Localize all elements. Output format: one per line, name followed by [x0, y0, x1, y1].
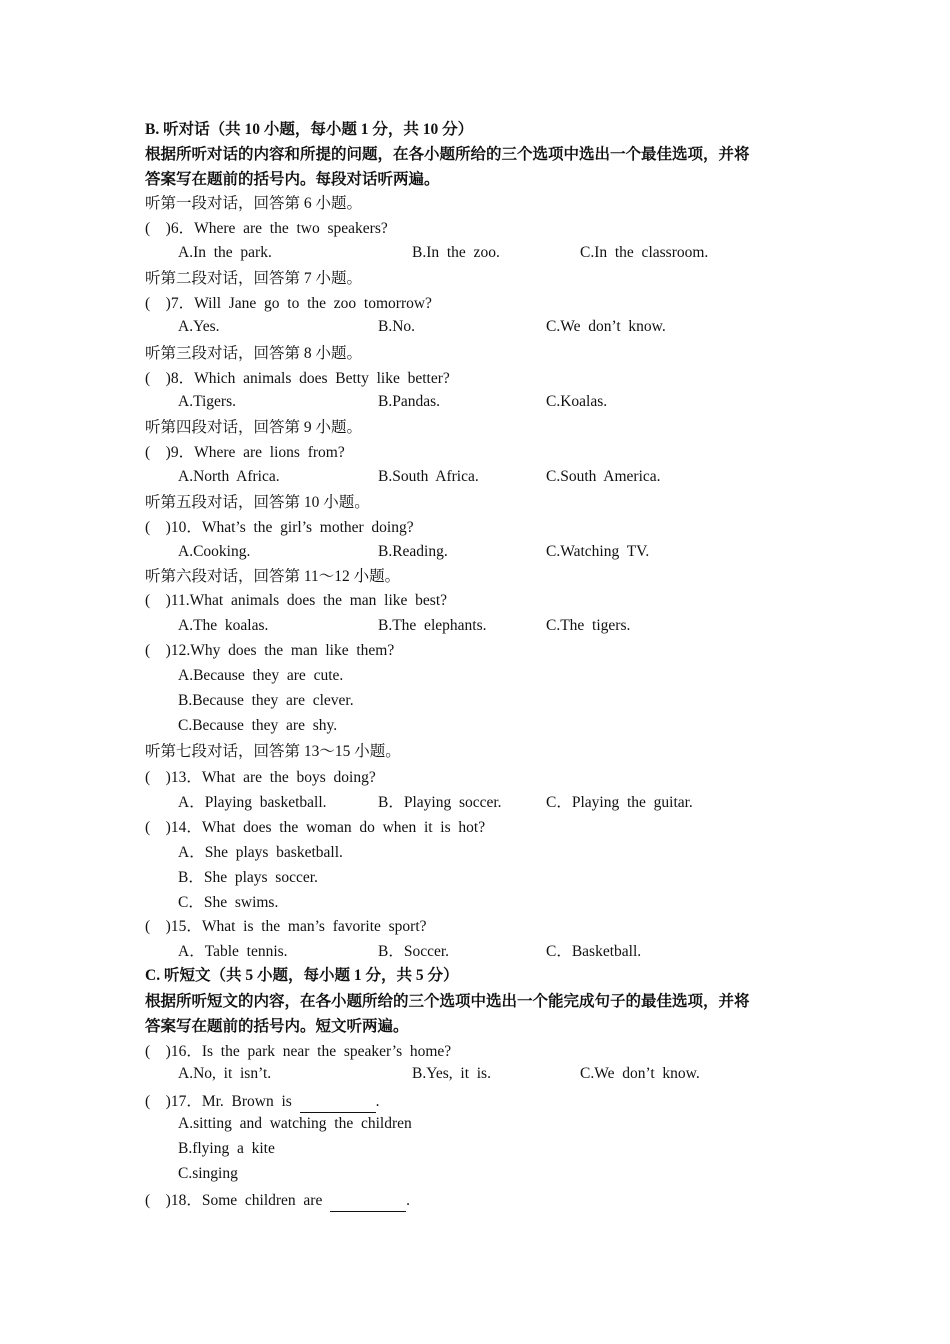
question-17-answer-blank — [300, 1092, 376, 1113]
question-18-line — [145, 1191, 410, 1212]
question-16-option-a: A.No, it isn’t. — [178, 1065, 272, 1082]
dialogue-6-label: 听第六段对话，回答第 11～12 小题。 — [145, 568, 401, 585]
dialogue-3-label: 听第三段对话，回答第 8 小题。 — [145, 345, 363, 362]
question-16-option-b: B.Yes, it is. — [412, 1065, 491, 1082]
question-9-option-c: C.South America. — [546, 468, 661, 485]
section-b-heading: B. 听对话（共 10 小题，每小题 1 分，共 10 分） — [145, 121, 474, 138]
question-13-option-b: B．Playing soccer. — [378, 794, 502, 811]
question-6-option-b: B.In the zoo. — [412, 244, 500, 261]
question-7-option-b: B.No. — [378, 318, 416, 335]
question-17-stem-end: . — [375, 1093, 380, 1110]
question-7-stem: ( )7．Will Jane go to the zoo tomorrow? — [145, 295, 432, 312]
question-17-line — [145, 1092, 379, 1113]
question-7-option-c: C.We don’t know. — [546, 318, 666, 335]
question-14-option-c: C．She swims. — [178, 894, 279, 911]
question-6-option-c: C.In the classroom. — [580, 244, 709, 261]
question-10-option-a: A.Cooking. — [178, 543, 251, 560]
question-8-option-a: A.Tigers. — [178, 393, 236, 410]
question-15-option-c: C．Basketball. — [546, 943, 642, 960]
question-12-option-a: A.Because they are cute. — [178, 667, 344, 684]
question-6-stem: ( )6．Where are the two speakers? — [145, 220, 388, 237]
question-13-option-c: C．Playing the guitar. — [546, 794, 693, 811]
question-13-option-a: A．Playing basketball. — [178, 794, 327, 811]
section-b-instruction-line-2: 答案写在题前的括号内。每段对话听两遍。 — [145, 171, 440, 188]
section-c-instruction-line-1: 根据所听短文的内容，在各小题所给的三个选项中选出一个能完成句子的最佳选项，并将 — [145, 993, 750, 1010]
question-11-option-c: C.The tigers. — [546, 617, 631, 634]
question-18-stem-end: . — [406, 1192, 410, 1209]
question-6-option-a: A.In the park. — [178, 244, 272, 261]
section-c-heading: C. 听短文（共 5 小题，每小题 1 分，共 5 分） — [145, 967, 459, 984]
question-16-stem: ( )16．Is the park near the speaker’s home? — [145, 1043, 452, 1060]
dialogue-1-label: 听第一段对话，回答第 6 小题。 — [145, 195, 363, 212]
question-9-stem: ( )9．Where are lions from? — [145, 444, 345, 461]
question-10-option-b: B.Reading. — [378, 543, 448, 560]
dialogue-7-label: 听第七段对话，回答第 13～15 小题。 — [145, 743, 401, 760]
question-15-option-a: A．Table tennis. — [178, 943, 288, 960]
question-16-option-c: C.We don’t know. — [580, 1065, 700, 1082]
question-11-option-a: A.The koalas. — [178, 617, 269, 634]
question-8-option-b: B.Pandas. — [378, 393, 440, 410]
dialogue-4-label: 听第四段对话，回答第 9 小题。 — [145, 419, 363, 436]
question-8-stem: ( )8．Which animals does Betty like better? — [145, 370, 450, 387]
question-13-stem: ( )13．What are the boys doing? — [145, 769, 376, 786]
section-c-instruction-line-2: 答案写在题前的括号内。短文听两遍。 — [145, 1018, 409, 1035]
dialogue-2-label: 听第二段对话，回答第 7 小题。 — [145, 270, 363, 287]
question-14-option-a: A．She plays basketball. — [178, 844, 343, 861]
question-10-stem: ( )10．What’s the girl’s mother doing? — [145, 519, 414, 536]
question-17-option-a: A.sitting and watching the children — [178, 1115, 412, 1132]
question-17-option-b: B.flying a kite — [178, 1140, 275, 1157]
section-b-instruction-line-1: 根据所听对话的内容和所提的问题，在各小题所给的三个选项中选出一个最佳选项，并将 — [145, 146, 750, 163]
dialogue-5-label: 听第五段对话，回答第 10 小题。 — [145, 494, 370, 511]
question-10-option-c: C.Watching TV. — [546, 543, 650, 560]
question-17-option-c: C.singing — [178, 1165, 238, 1182]
question-8-option-c: C.Koalas. — [546, 393, 608, 410]
question-9-option-a: A.North Africa. — [178, 468, 280, 485]
question-11-stem: ( )11.What animals does the man like best? — [145, 592, 448, 609]
question-11-option-b: B.The elephants. — [378, 617, 487, 634]
question-14-option-b: B．She plays soccer. — [178, 869, 318, 886]
question-12-option-c: C.Because they are shy. — [178, 717, 338, 734]
question-12-stem: ( )12.Why does the man like them? — [145, 642, 395, 659]
question-17-stem: ( )17．Mr. Brown is — [145, 1093, 300, 1110]
question-9-option-b: B.South Africa. — [378, 468, 479, 485]
question-18-stem: ( )18．Some children are — [145, 1192, 331, 1209]
question-15-option-b: B．Soccer. — [378, 943, 450, 960]
question-7-option-a: A.Yes. — [178, 318, 220, 335]
question-12-option-b: B.Because they are clever. — [178, 692, 354, 709]
question-14-stem: ( )14．What does the woman do when it is hot? — [145, 819, 486, 836]
question-18-answer-blank — [330, 1191, 406, 1212]
question-15-stem: ( )15．What is the man’s favorite sport? — [145, 918, 427, 935]
